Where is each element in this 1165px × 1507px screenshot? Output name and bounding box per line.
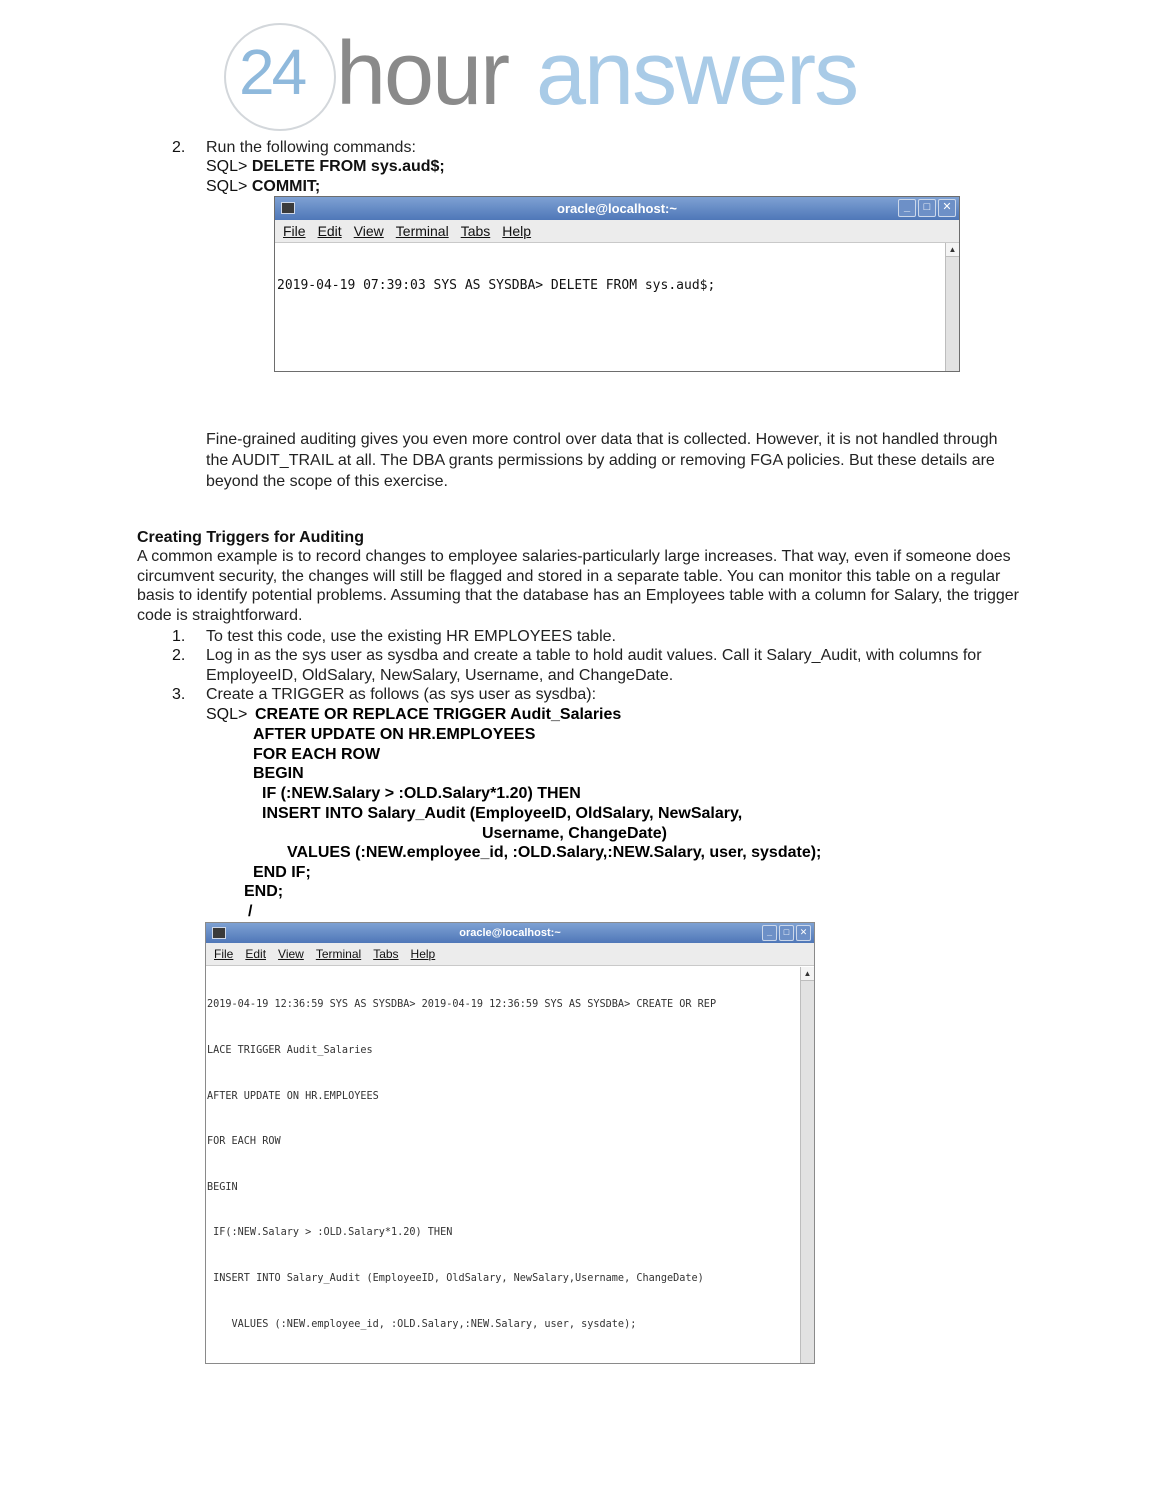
- code-line: AFTER UPDATE ON HR.EMPLOYEES: [253, 726, 536, 743]
- sql-prompt: SQL>: [206, 158, 252, 175]
- code-line: END;: [244, 883, 284, 900]
- code-line: IF (:NEW.Salary > :OLD.Salary*1.20) THEN: [262, 785, 581, 802]
- terminal-output[interactable]: [275, 243, 945, 371]
- menu-view[interactable]: View: [353, 223, 384, 239]
- terminal-line: INSERT INTO Salary_Audit (EmployeeID, OldSalary, NewSalary,Username, ChangeDate): [207, 1273, 704, 1285]
- step-number: 2.: [172, 139, 186, 156]
- terminal-title: oracle@localhost:~: [557, 201, 677, 216]
- terminal-window: [274, 196, 960, 372]
- terminal-line: 2019-04-19 07:39:03 SYS AS SYSDBA> DELETE FROM sys.aud$;: [277, 278, 716, 293]
- scroll-up-icon[interactable]: ▲: [801, 967, 814, 981]
- minimize-icon[interactable]: _: [898, 199, 916, 217]
- fga-paragraph: Fine-grained auditing gives you even more control over data that is collected. However, it is not handled through the AUDIT_TRAIL at all. The DBA grants permissions by adding or removing FGA policies. But these details are beyond the scope of this exercise.: [206, 431, 998, 490]
- terminal-line: [207, 1362, 800, 1364]
- terminal-line: [277, 328, 945, 345]
- section-intro: A common example is to record changes to employee salaries-particularly large increases. That way, even if someone does circumvent security, the changes will still be flagged and stored in a separate table. You can monitor this table on a regular basis to identify potential problems. Assuming that the database has an Employees table with a column for Salary, the trigger code is straightforward.: [137, 548, 1019, 625]
- terminal-line: VALUES (:NEW.employee_id, :OLD.Salary,:NEW.Salary, user, sysdate);: [207, 1318, 637, 1330]
- maximize-icon[interactable]: □: [779, 925, 794, 941]
- menu-edit[interactable]: Edit: [317, 223, 342, 239]
- menu-edit[interactable]: Edit: [245, 947, 267, 961]
- terminal-line: 2019-04-19 12:36:59 SYS AS SYSDBA> 2019-04-19 12:36:59 SYS AS SYSDBA> CREATE OR REP: [207, 999, 717, 1011]
- list-item-text: Create a TRIGGER as follows (as sys user as sysdba):: [206, 686, 597, 703]
- code-line: BEGIN: [253, 765, 304, 782]
- terminal-titlebar[interactable]: [275, 197, 959, 220]
- sql-command: COMMIT;: [251, 178, 321, 195]
- menu-terminal[interactable]: Terminal: [395, 223, 449, 239]
- sql-command-line: [206, 157, 445, 177]
- logo-number: 24: [239, 36, 305, 108]
- minimize-icon[interactable]: _: [762, 925, 777, 941]
- code-line: FOR EACH ROW: [253, 746, 381, 763]
- terminal-icon: [281, 202, 295, 214]
- terminal-output[interactable]: [206, 967, 800, 1363]
- menu-tabs[interactable]: Tabs: [460, 223, 491, 239]
- list-item-text: To test this code, use the existing HR EMPLOYEES table.: [206, 628, 616, 645]
- terminal-scrollbar[interactable]: [800, 967, 814, 1363]
- sql-command: DELETE FROM sys.aud$;: [251, 158, 445, 175]
- list-item-text: Log in as the sys user as sysdba and create a table to hold audit values. Call it Salary_Audit, with columns for EmployeeID, OldSalary, NewSalary, Username, and ChangeDate.: [206, 647, 982, 684]
- code-line: VALUES (:NEW.employee_id, :OLD.Salary,:NEW.Salary, user, sysdate);: [287, 844, 822, 861]
- terminal-line: BEGIN: [207, 1181, 238, 1193]
- scroll-up-icon[interactable]: ▲: [946, 243, 959, 257]
- terminal-menubar: [275, 220, 959, 243]
- list-number: 1.: [172, 628, 186, 645]
- menu-tabs[interactable]: Tabs: [373, 947, 399, 961]
- terminal-menubar: [206, 943, 814, 966]
- window-controls: [898, 199, 956, 217]
- sql-command-line: [206, 177, 320, 197]
- code-line: END IF;: [253, 864, 311, 881]
- close-icon[interactable]: ✕: [796, 925, 811, 941]
- terminal-icon: [212, 927, 226, 939]
- section-heading: Creating Triggers for Auditing: [137, 529, 364, 546]
- code-line: INSERT INTO Salary_Audit (EmployeeID, OldSalary, NewSalary,: [262, 805, 743, 822]
- sql-prompt: SQL>: [206, 178, 252, 195]
- menu-help[interactable]: Help: [502, 223, 532, 239]
- code-line: /: [248, 903, 253, 920]
- terminal-title: oracle@localhost:~: [459, 927, 561, 939]
- terminal-line: LACE TRIGGER Audit_Salaries: [207, 1045, 373, 1057]
- terminal-titlebar[interactable]: [206, 923, 814, 943]
- logo: [224, 20, 894, 132]
- close-icon[interactable]: ✕: [938, 199, 956, 217]
- list-number: 2.: [172, 647, 186, 664]
- step-text: Run the following commands:: [206, 139, 416, 156]
- logo-word-answers: answers: [536, 24, 858, 124]
- terminal-line: FOR EACH ROW: [207, 1136, 281, 1148]
- list-number: 3.: [172, 686, 186, 703]
- menu-terminal[interactable]: Terminal: [315, 947, 362, 961]
- terminal-window: [205, 922, 815, 1364]
- menu-view[interactable]: View: [278, 947, 304, 961]
- menu-help[interactable]: Help: [410, 947, 436, 961]
- menu-file[interactable]: File: [214, 947, 234, 961]
- maximize-icon[interactable]: □: [918, 199, 936, 217]
- sql-prompt: SQL>: [206, 706, 252, 723]
- logo-word-hour: hour: [336, 24, 509, 124]
- menu-file[interactable]: File: [283, 223, 306, 239]
- terminal-line: AFTER UPDATE ON HR.EMPLOYEES: [207, 1090, 379, 1102]
- terminal-line: IF(:NEW.Salary > :OLD.Salary*1.20) THEN: [207, 1227, 453, 1239]
- window-controls: [762, 925, 811, 941]
- terminal-scrollbar[interactable]: [945, 243, 959, 371]
- code-line: Username, ChangeDate): [482, 825, 667, 842]
- code-line: CREATE OR REPLACE TRIGGER Audit_Salaries: [255, 706, 622, 723]
